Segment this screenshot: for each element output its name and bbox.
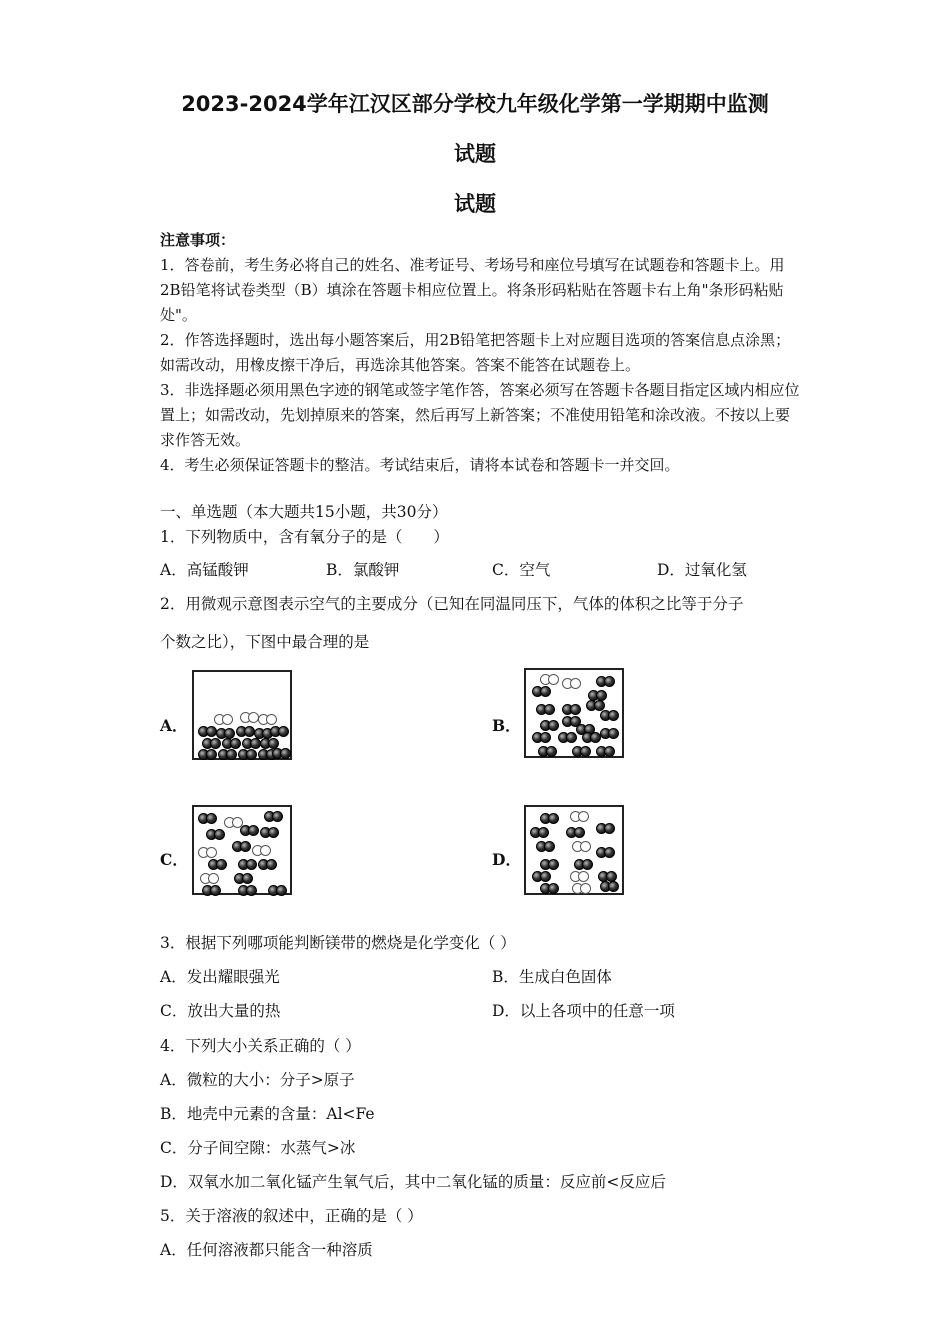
q2-option-a-label[interactable]: A．	[160, 716, 188, 735]
nitrogen-molecule-icon	[268, 885, 288, 896]
oxygen-molecule-icon	[570, 871, 590, 882]
note-item-3: 3．非选择题必须用黑色字迹的钢笔或签字笔作答，答案必须写在答题卡各题目指定区域内相应位置上；如需改动，先划掉原来的答案，然后再写上新答案；不准使用铅笔和涂改液。不按以上要求作答无效。	[160, 381, 800, 449]
q1-option-b[interactable]: B．氯酸钾	[326, 561, 400, 579]
oxygen-molecule-icon	[200, 873, 220, 884]
q2-option-c-diagram[interactable]	[192, 805, 292, 895]
nitrogen-molecule-icon	[208, 859, 228, 870]
q1-option-c[interactable]: C．空气	[492, 561, 551, 579]
oxygen-molecule-icon	[252, 845, 272, 856]
nitrogen-molecule-icon	[198, 813, 218, 824]
nitrogen-molecule-icon	[600, 728, 620, 739]
q2-option-b-diagram[interactable]	[524, 668, 624, 758]
nitrogen-molecule-icon	[264, 811, 284, 822]
q4-option-d[interactable]: D．双氧水加二氧化锰产生氧气后，其中二氧化锰的质量：反应前<反应后	[160, 1173, 666, 1191]
nitrogen-molecule-icon	[566, 827, 586, 838]
exam-subtitle: 试题	[454, 192, 496, 216]
q3-option-b[interactable]: B．生成白色固体	[492, 968, 612, 986]
oxygen-molecule-icon	[572, 883, 592, 894]
oxygen-molecule-icon	[570, 811, 590, 822]
nitrogen-molecule-icon	[536, 704, 556, 715]
nitrogen-molecule-icon	[558, 732, 578, 743]
nitrogen-molecule-icon	[600, 710, 620, 721]
question-2-stem-line2: 个数之比），下图中最合理的是	[160, 633, 370, 651]
nitrogen-molecule-icon	[596, 847, 616, 858]
nitrogen-molecule-icon	[234, 873, 254, 884]
nitrogen-molecule-icon	[540, 859, 560, 870]
nitrogen-molecule-icon	[232, 841, 252, 852]
exam-title: 2023-2024学年江汉区部分学校九年级化学第一学期期中监测	[181, 92, 769, 116]
nitrogen-molecule-icon	[198, 726, 218, 737]
q3-option-d[interactable]: D．以上各项中的任意一项	[492, 1002, 675, 1020]
nitrogen-molecule-icon	[238, 885, 258, 896]
oxygen-molecule-icon	[572, 841, 592, 852]
q2-option-c-label[interactable]: C．	[160, 850, 188, 869]
q2-option-a-diagram[interactable]	[192, 670, 292, 760]
question-2-stem-line1: 2．用微观示意图表示空气的主要成分（已知在同温同压下，气体的体积之比等于分子	[160, 595, 744, 613]
nitrogen-molecule-icon	[238, 859, 258, 870]
nitrogen-molecule-icon	[202, 885, 222, 896]
q5-option-a[interactable]: A．任何溶液都只能含一种溶质	[160, 1241, 373, 1259]
note-item-2: 2．作答选择题时，选出每小题答案后，用2B铅笔把答题卡上对应题目选项的答案信息点涂黑；如需改动，用橡皮擦干净后，再选涂其他答案。答案不能答在试题卷上。	[160, 331, 791, 374]
nitrogen-molecule-icon	[222, 738, 242, 749]
nitrogen-molecule-icon	[202, 738, 222, 749]
section-title: 一、单选题（本大题共15小题，共30分）	[160, 503, 448, 521]
nitrogen-molecule-icon	[242, 738, 262, 749]
question-5-stem: 5．关于溶液的叙述中，正确的是（ ）	[160, 1207, 423, 1225]
nitrogen-molecule-icon	[574, 859, 594, 870]
oxygen-molecule-icon	[240, 712, 260, 723]
question-3-stem: 3．根据下列哪项能判断镁带的燃烧是化学变化（ ）	[160, 934, 516, 952]
oxygen-molecule-icon	[562, 678, 582, 689]
nitrogen-molecule-icon	[596, 746, 616, 757]
q3-option-a[interactable]: A．发出耀眼强光	[160, 968, 280, 986]
q4-option-c[interactable]: C．分子间空隙：水蒸气>冰	[160, 1139, 356, 1157]
nitrogen-molecule-icon	[540, 883, 560, 894]
nitrogen-molecule-icon	[540, 813, 560, 824]
q2-option-d-diagram[interactable]	[524, 805, 624, 895]
nitrogen-molecule-icon	[562, 704, 582, 715]
nitrogen-molecule-icon	[198, 749, 218, 760]
notes-heading: 注意事项：	[160, 231, 236, 249]
oxygen-molecule-icon	[214, 714, 234, 725]
oxygen-molecule-icon	[258, 714, 278, 725]
nitrogen-molecule-icon	[218, 749, 238, 760]
oxygen-molecule-icon	[540, 674, 560, 685]
nitrogen-molecule-icon	[538, 746, 558, 757]
nitrogen-molecule-icon	[530, 827, 550, 838]
q2-option-d-label[interactable]: D．	[492, 850, 521, 869]
nitrogen-molecule-icon	[532, 686, 552, 697]
notes-section	[160, 228, 800, 478]
note-item-1: 1．答卷前，考生务必将自己的姓名、准考证号、考场号和座位号填写在试题卷和答题卡上。用2B铅笔将试卷类型（B）填涂在答题卡相应位置上。将条形码粘贴在答题卡右上角"条形码粘贴处"。	[160, 256, 785, 324]
nitrogen-molecule-icon	[206, 829, 226, 840]
nitrogen-molecule-icon	[596, 676, 616, 687]
q2-option-b-label[interactable]: B．	[492, 716, 521, 735]
nitrogen-molecule-icon	[270, 726, 290, 737]
q4-option-a[interactable]: A．微粒的大小：分子>原子	[160, 1071, 355, 1089]
nitrogen-molecule-icon	[238, 749, 258, 760]
q4-option-b[interactable]: B．地壳中元素的含量：Al<Fe	[160, 1105, 375, 1123]
nitrogen-molecule-icon	[272, 748, 292, 759]
nitrogen-molecule-icon	[536, 841, 556, 852]
nitrogen-molecule-icon	[540, 720, 560, 731]
nitrogen-molecule-icon	[572, 746, 592, 757]
note-item-4: 4．考生必须保证答题卡的整洁。考试结束后，请将本试卷和答题卡一并交回。	[160, 456, 680, 474]
q3-option-c[interactable]: C．放出大量的热	[160, 1002, 281, 1020]
nitrogen-molecule-icon	[532, 871, 552, 882]
nitrogen-molecule-icon	[582, 732, 602, 743]
question-1-stem: 1．下列物质中，含有氧分子的是（ ）	[160, 528, 449, 546]
nitrogen-molecule-icon	[600, 881, 620, 892]
nitrogen-molecule-icon	[236, 726, 256, 737]
nitrogen-molecule-icon	[240, 825, 260, 836]
oxygen-molecule-icon	[198, 847, 218, 858]
q1-option-a[interactable]: A．高锰酸钾	[160, 561, 249, 579]
nitrogen-molecule-icon	[260, 827, 280, 838]
exam-title-line2: 试题	[454, 142, 496, 166]
nitrogen-molecule-icon	[532, 732, 552, 743]
nitrogen-molecule-icon	[258, 859, 278, 870]
q1-option-d[interactable]: D．过氧化氢	[657, 561, 747, 579]
nitrogen-molecule-icon	[596, 823, 616, 834]
question-4-stem: 4．下列大小关系正确的（ ）	[160, 1037, 361, 1055]
